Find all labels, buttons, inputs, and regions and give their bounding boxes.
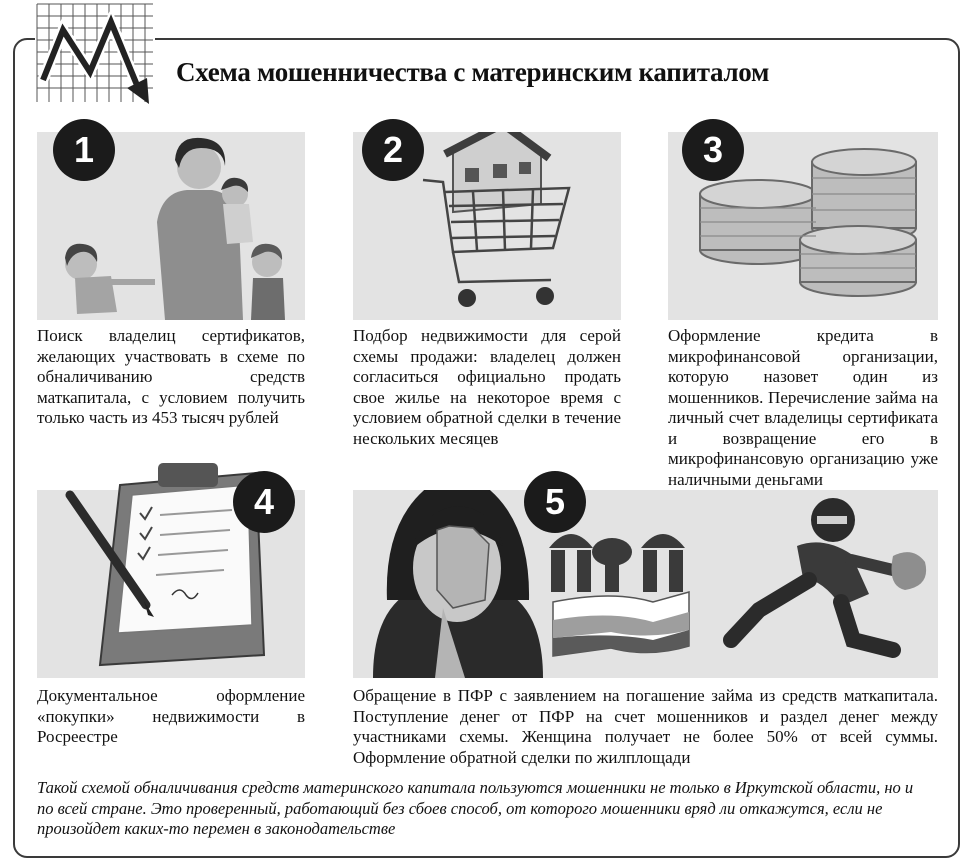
upset-woman-pfr-thief-icon [353, 490, 938, 678]
step-4-badge: 4 [233, 471, 295, 533]
step-4-description: Документальное оформление «покупки» недвижимости в Росреестре [37, 686, 305, 746]
footer-note: Такой схемой обналичивания средств материнского капитала пользуются мошенники не только в Иркутской области, но и по всей стране. Это проверенный, работающий без сбоев способ, от которого мошенники вряд ли откажутся, если не произойдет каких-то перемен в законодательстве [37, 778, 914, 838]
step-2-description: Подбор недвижимости для серой схемы продажи: владелец должен согласиться официально продать свое жилье на некоторое время с условием обратной сделки в течение нескольких месяцев [353, 326, 621, 448]
page-title: Схема мошенничества с материнским капиталом [176, 57, 770, 87]
step-5-illustration [353, 490, 938, 678]
step-5-badge: 5 [524, 471, 586, 533]
step-3-badge: 3 [682, 119, 744, 181]
step-1-badge: 1 [53, 119, 115, 181]
step-5-description: Обращение в ПФР с заявлением на погашение займа из средств маткапитала. Поступление денег от ПФР на счет мошенников и раздел денег между участниками схемы. Женщина получает не более 50% от всей суммы. Оформление обратной сделки по жилплощади [353, 686, 938, 767]
chart-arrow-down-icon [35, 2, 155, 107]
step-2-badge: 2 [362, 119, 424, 181]
step-3-description: Оформление кредита в микрофинансовой организации, которую назовет один из мошенников. Перечисление займа на личный счет владелицы сертификата и возвращение его в микрофинансовую организацию уже наличными деньгами [668, 326, 938, 489]
step-1-description: Поиск владелиц сертификатов, желающих участвовать в схеме по обналичиванию средств маткапитала, с условием получить только часть из 453 тысяч рублей [37, 326, 305, 427]
